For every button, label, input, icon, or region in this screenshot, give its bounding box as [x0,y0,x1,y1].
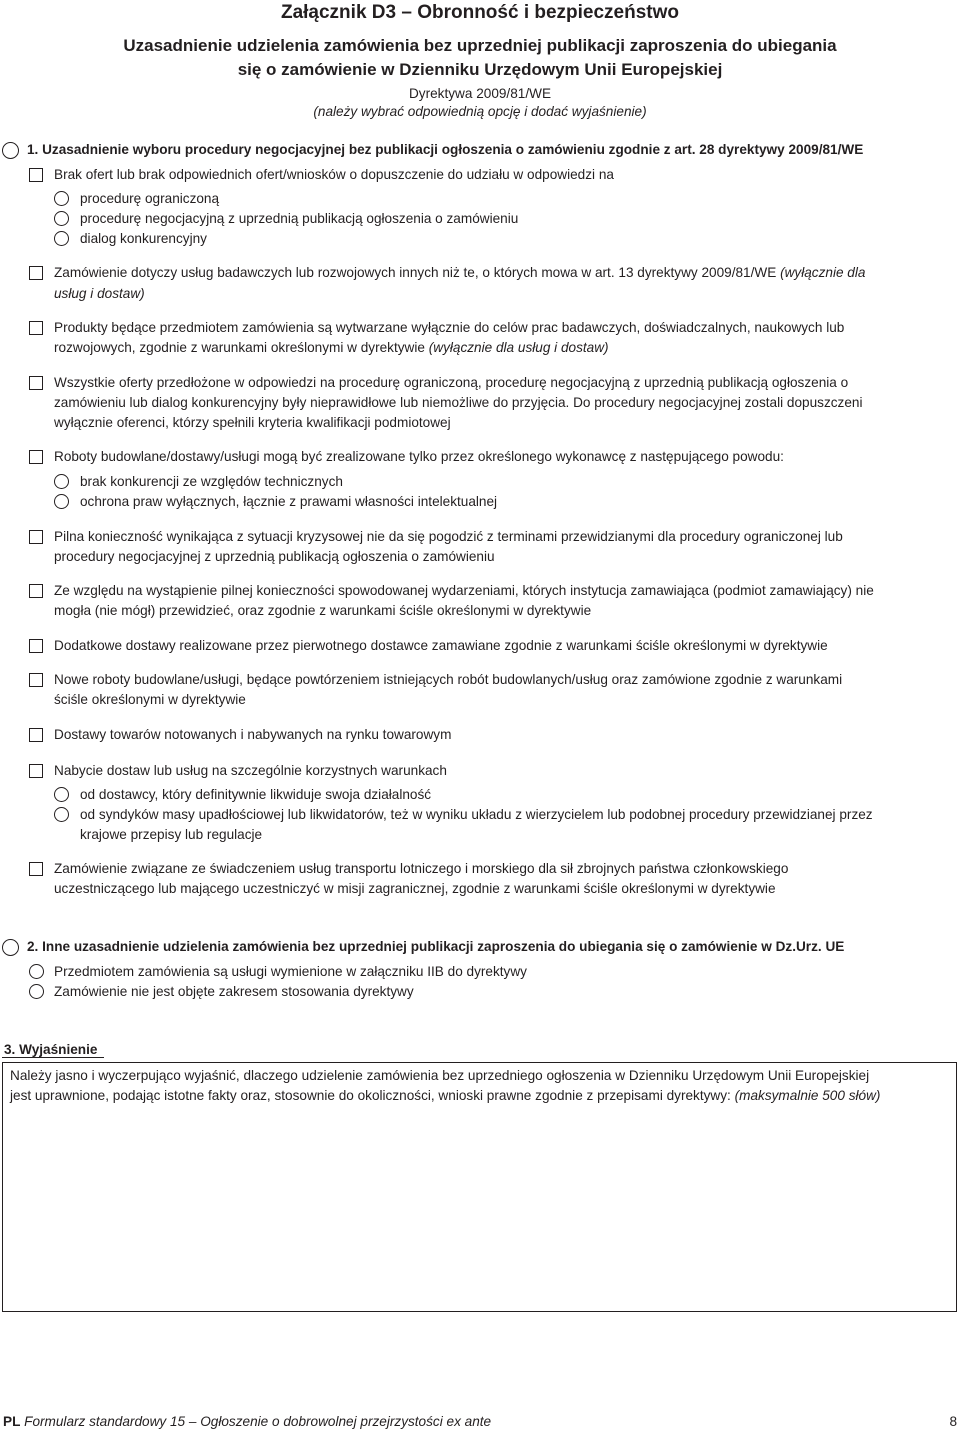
repetition-works-label: Nowe roboty budowlane/usługi, będące powtórzeniem istniejących robót budowlanych/usług oraz zamówione zgodnie z warunkami [54,672,843,687]
page-title: Załącznik D3 – Obronność i bezpieczeństwo [280,2,680,23]
repetition-works-checkbox[interactable] [29,673,43,687]
section2-heading: 2. Inne uzasadnienie udzielenia zamówienia bez uprzedniej publikacji zaproszenia do ubiegania się o zamówienie w Dz.Urz. UE [27,939,845,954]
research-products-checkbox[interactable] [29,321,43,335]
no-offers-label: Brak ofert lub brak odpowiednich ofert/wniosków o dopuszczenie do udziału w odpowiedzi na [54,167,614,182]
commodity-market-checkbox[interactable] [29,728,43,742]
research-services-checkbox[interactable] [29,266,43,280]
section3-heading: 3. Wyjaśnienie [4,1042,98,1057]
extreme-urgency-label: Ze względu na wystąpienie pilnej konieczności spowodowanej wydarzeniami, których instytucja zamawiająca (podmiot zamawiający) nie [54,583,874,598]
irregular-offers-checkbox[interactable] [29,376,43,390]
negotiated-procedure-radio[interactable] [54,211,69,226]
page-footer [3,1412,491,1432]
annex-iib-services-label: Przedmiotem zamówienia są usługi wymienione w załączniku IIB do dyrektywy [54,964,527,979]
explanation-instruction-cont: jest uprawnione, podając istotne fakty oraz, stosownie do okoliczności, wnioski prawne zgodnie z przepisami dyrektywy: (maksymalnie 500 słów) [10,1088,881,1103]
restricted-procedure-label: procedurę ograniczoną [80,191,220,206]
footer-form-title: Formularz standardowy 15 – Ogłoszenie o dobrowolnej przejrzystości ex ante [24,1414,492,1429]
transport-services-checkbox[interactable] [29,862,43,876]
outside-scope-radio[interactable] [29,984,44,999]
no-offers-checkbox[interactable] [29,168,43,182]
irregular-offers-label-cont2: wyłącznie oferenci, którzy spełnili kryteria kwalifikacji podmiotowej [54,415,451,430]
form-subtitle-line1: Uzasadnienie udzielenia zamówienia bez uprzedniej publikacji zaproszenia do ubiegania [123,36,837,55]
repetition-works-label-cont: ściśle określonymi w dyrektywie [54,692,246,707]
additional-deliveries-label: Dodatkowe dostawy realizowane przez pierwotnego dostawce zamawiane zgodnie z warunkami ściśle określonymi w dyrektywie [54,638,828,653]
section2-radio[interactable] [2,939,19,956]
specific-operator-label: Roboty budowlane/dostawy/usługi mogą być zrealizowane tylko przez określonego wykonawcę z następującego powodu: [54,449,784,464]
competitive-dialogue-label: dialog konkurencyjny [80,231,207,246]
explanation-textbox[interactable] [2,1062,957,1312]
form-subtitle-line2: się o zamówienie w Dzienniku Urzędowym Unii Europejskiej [237,60,723,79]
winding-up-supplier-label: od dostawcy, który definitywnie likwiduje swoja działalność [80,787,432,802]
irregular-offers-label-cont: zamówieniu lub dialog konkurencyjny były nieprawidłowe lub niemożliwe do przyjęcia. Do procedury negocjacyjnej zostali dopuszczeni [54,395,863,410]
explanation-instruction: Należy jasno i wyczerpująco wyjaśnić, dlaczego udzielenie zamówienia bez uprzedniego ogłoszenia w Dzienniku Urzędowym Unii Europejskiej [10,1068,870,1083]
section3-heading-underline [2,1057,104,1058]
outside-scope-label: Zamówienie nie jest objęte zakresem stosowania dyrektywy [54,984,414,999]
extreme-urgency-label-cont: mogła (nie mógł) przewidzieć, oraz zgodnie z warunkami ściśle określonymi w dyrektywie [54,603,592,618]
winding-up-supplier-radio[interactable] [54,787,69,802]
annex-iib-services-radio[interactable] [29,964,44,979]
research-services-label-cont: usług i dostaw) [54,286,145,301]
exclusive-rights-label: ochrona praw wyłącznych, łącznie z prawami własności intelektualnej [80,494,498,509]
insolvency-receiver-label: od syndyków masy upadłościowej lub likwidatorów, też w wyniku układu z wierzycielem lub podobnej procedury przewidzianej przez [80,807,873,822]
research-services-label: Zamówienie dotyczy usług badawczych lub rozwojowych innych niż te, o których mowa w art. 13 dyrektywy 2009/81/WE (wyłącznie dla [54,265,866,280]
page-number: 8 [949,1414,957,1429]
section1-radio[interactable] [2,142,19,159]
exclusive-rights-radio[interactable] [54,494,69,509]
directive-reference: Dyrektywa 2009/81/WE [408,86,552,101]
section1-heading: 1. Uzasadnienie wyboru procedury negocjacyjnej bez publikacji ogłoszenia o zamówieniu zgodnie z art. 28 dyrektywy 2009/81/WE [27,142,864,157]
insolvency-receiver-label-cont: krajowe przepisy lub regulacje [80,827,263,842]
crisis-label-cont: procedury negocjacyjnej z uprzednią publikacją ogłoszenia o zamówieniu [54,549,495,564]
footer-language-code: PL [3,1414,21,1429]
negotiated-procedure-label: procedurę negocjacyjną z uprzednią publikacją ogłoszenia o zamówieniu [80,211,519,226]
instruction-text: (należy wybrać odpowiednią opcję i dodać wyjaśnienie) [313,104,647,119]
transport-services-label-cont: uczestniczącego lub mającego uczestniczyć w misji zagranicznej, zgodnie z warunkami ściśle określonymi w dyrektywie [54,881,776,896]
advantageous-terms-checkbox[interactable] [29,764,43,778]
advantageous-terms-label: Nabycie dostaw lub usług na szczególnie korzystnych warunkach [54,763,447,778]
crisis-checkbox[interactable] [29,530,43,544]
technical-reasons-label: brak konkurencji ze względów technicznych [80,474,343,489]
crisis-label: Pilna konieczność wynikająca z sytuacji kryzysowej nie da się pogodzić z terminami przewidzianymi dla procedury ograniczonej lub [54,529,843,544]
transport-services-label: Zamówienie związane ze świadczeniem usług transportu lotniczego i morskiego dla sił zbrojnych państwa członkowskiego [54,861,789,876]
technical-reasons-radio[interactable] [54,474,69,489]
additional-deliveries-checkbox[interactable] [29,639,43,653]
commodity-market-label: Dostawy towarów notowanych i nabywanych na rynku towarowym [54,727,452,742]
extreme-urgency-checkbox[interactable] [29,584,43,598]
research-products-label-cont: rozwojowych, zgodnie z warunkami określonymi w dyrektywie (wyłącznie dla usług i dostaw) [54,340,609,355]
restricted-procedure-radio[interactable] [54,191,69,206]
insolvency-receiver-radio[interactable] [54,807,69,822]
competitive-dialogue-radio[interactable] [54,231,69,246]
specific-operator-checkbox[interactable] [29,450,43,464]
irregular-offers-label: Wszystkie oferty przedłożone w odpowiedzi na procedurę ograniczoną, procedurę negocjacyjną z uprzednią publikacją ogłoszenia o [54,375,849,390]
research-products-label: Produkty będące przedmiotem zamówienia są wytwarzane wyłącznie do celów prac badawczych, doświadczalnych, naukowych lub [54,320,845,335]
